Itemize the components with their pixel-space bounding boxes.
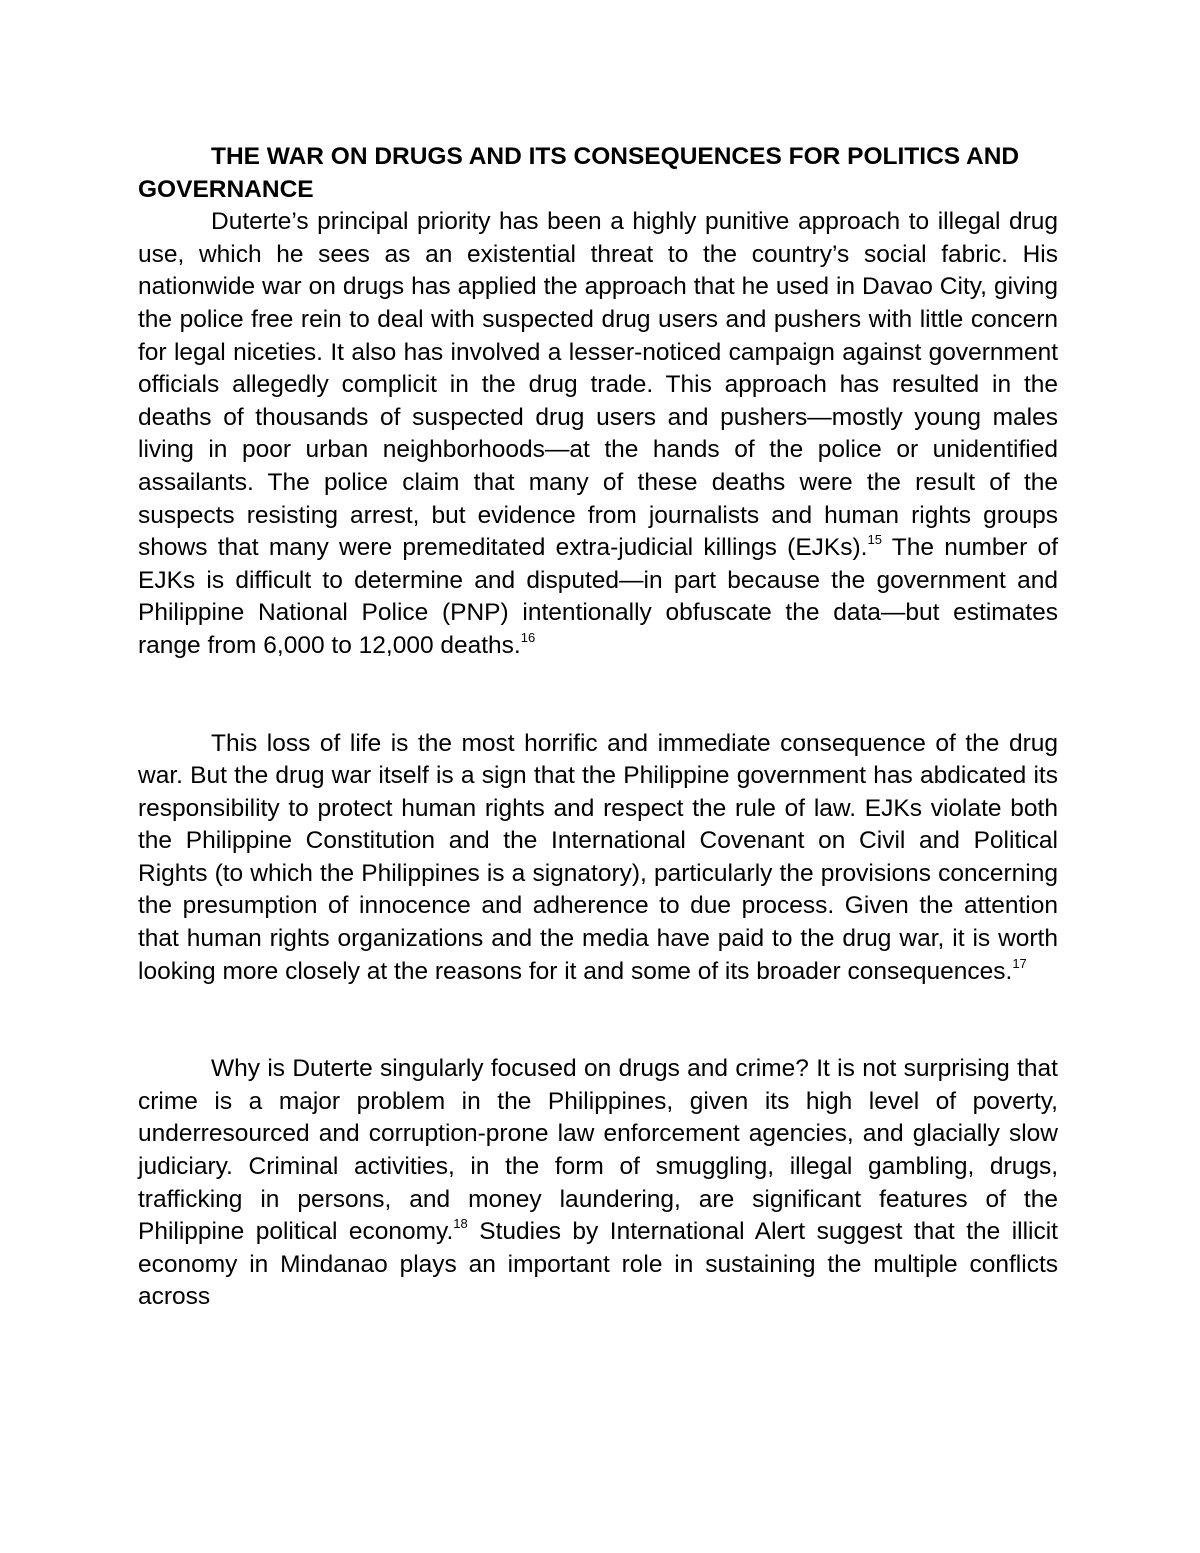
document-page (138, 141, 1058, 1314)
paragraph-text: This loss of life is the most horrific and immediate consequence of the drug war. But the drug war itself is a sign that the Philippine government has abdicated its responsibility to protect human rights and respect the rule of law. EJKs violate both the Philippine Constitution and the International Covenant on Civil and Political Rights (to which the Philippines is a signatory), particularly the provisions concerning the presumption of innocence and adherence to due process. Given the attention that human rights organizations and the media have paid to the drug war, it is worth looking more closely at the reasons for it and some of its broader consequences. (138, 729, 1058, 985)
paragraph-text: Why is Duterte singularly focused on drugs and crime? It is not surprising that crime is a major problem in the Philippines, given its high level of poverty, underresourced and corruption-prone law enforcement agencies, and glacially slow judiciary. Criminal activities, in the form of smuggling, illegal gambling, drugs, trafficking in persons, and money laundering, are significant features of the Philippine political economy. (138, 1055, 1058, 1246)
footnote-marker[interactable]: 15 (867, 531, 882, 547)
footnote-marker[interactable]: 17 (1012, 955, 1027, 971)
paragraph-loss-of-life (138, 728, 1058, 989)
paragraph-why-duterte (138, 1053, 1058, 1314)
paragraph-drug-war (138, 206, 1058, 662)
paragraph-text: The number of EJKs is difficult to determine and disputed—in part because the government and Philippine National Police (PNP) intentionally obfuscate the data—but estimates range from 6,000 to 12,000 deaths. (138, 534, 1058, 659)
footnote-marker[interactable]: 16 (520, 629, 536, 645)
footnote-marker[interactable]: 18 (453, 1216, 468, 1232)
paragraph-spacer (138, 663, 1058, 728)
paragraph-text: Studies by International Alert suggest that the illicit economy in Mindanao plays an important role in sustaining the multiple conflicts across (138, 1218, 1058, 1311)
document-heading: THE WAR ON DRUGS AND ITS CONSEQUENCES FOR POLITICS AND GOVERNANCE (138, 143, 1020, 203)
paragraph-text: Duterte’s principal priority has been a highly punitive approach to illegal drug use, which he sees as an existential threat to the country’s social fabric. His nationwide war on drugs has applied the approach that he used in Davao City, giving the police free rein to deal with suspected drug users and pushers with little concern for legal niceties. It also has involved a lesser-noticed campaign against government officials allegedly complicit in the drug trade. This approach has resulted in the deaths of thousands of suspected drug users and pushers—mostly young males living in poor urban neighborhoods—at the hands of the police or unidentified assailants. The police claim that many of these deaths were the result of the suspects resisting arrest, but evidence from journalists and human rights groups shows that many were premeditated extra-judicial killings (EJKs). (138, 208, 1058, 562)
paragraph-spacer (138, 988, 1058, 1053)
